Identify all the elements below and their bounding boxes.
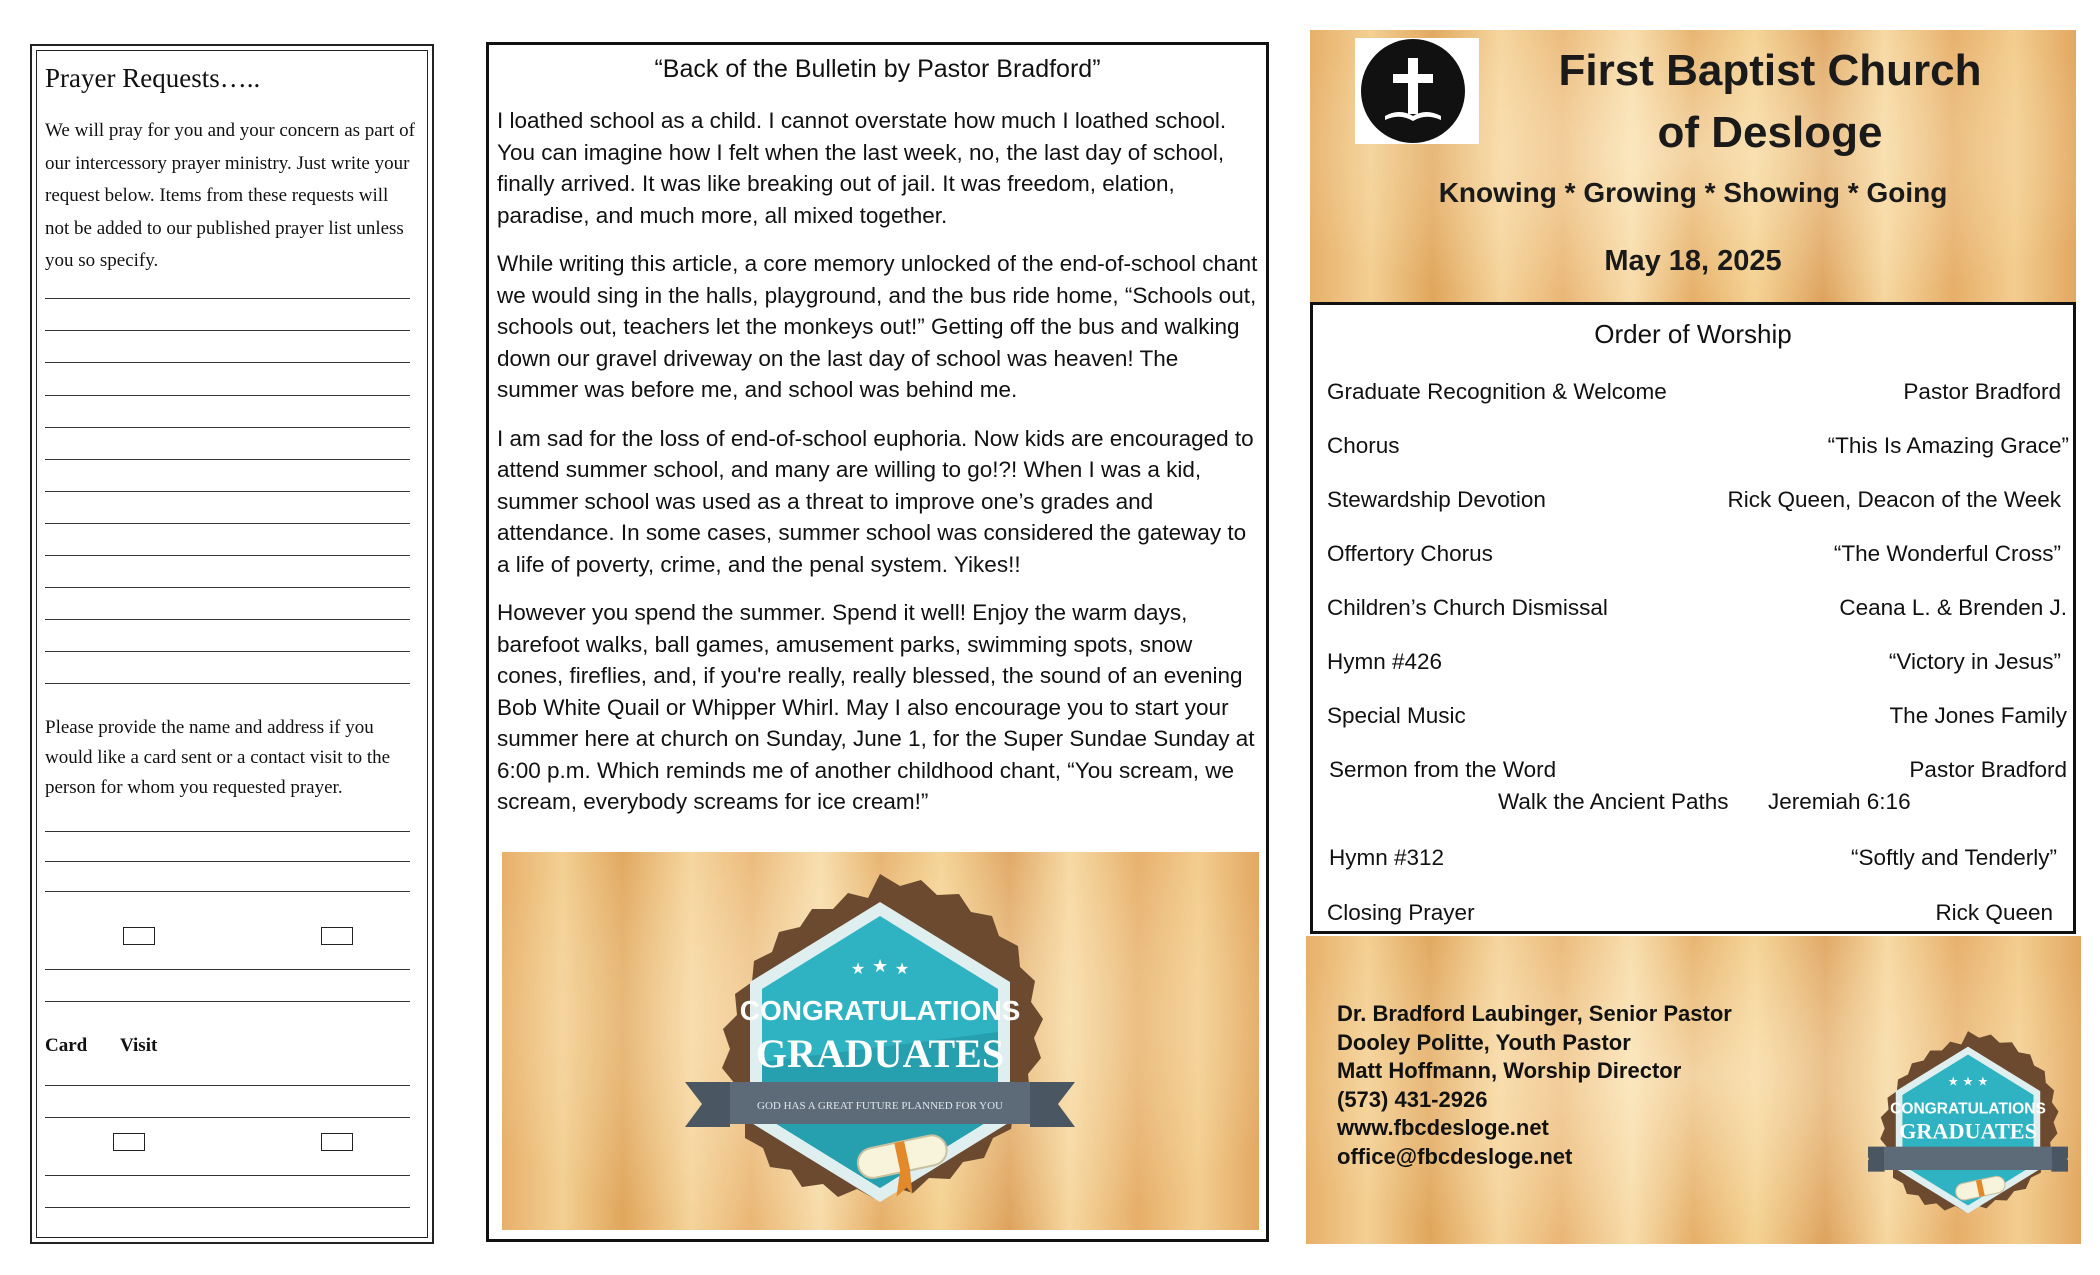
contact-write-line[interactable]: [45, 969, 410, 970]
star-icon: ★: [894, 959, 910, 978]
prayer-request-inner-border: [36, 50, 428, 1238]
worship-item-leader: Ceana L. & Brenden J.: [1839, 595, 2067, 620]
request-write-line[interactable]: [45, 459, 410, 460]
visit-checkbox[interactable]: [321, 927, 353, 945]
church-phone[interactable]: (573) 431-2926: [1337, 1086, 1488, 1112]
contact-write-line[interactable]: [45, 1085, 410, 1086]
church-name-line1: First Baptist Church: [1558, 46, 1982, 95]
church-email[interactable]: office@fbcdesloge.net: [1337, 1143, 1573, 1169]
contact-write-line[interactable]: [45, 891, 410, 892]
contact-write-line[interactable]: [45, 1001, 410, 1002]
request-write-line[interactable]: [45, 491, 410, 492]
prayer-requests-intro: We will pray for you and your concern as part of our intercessory prayer ministry. Just write your request below. Items from these requests will not be added to our published prayer list unless you so specify.: [45, 120, 415, 271]
request-write-line[interactable]: [45, 362, 410, 363]
staff-contact-info: [1337, 1000, 1732, 1171]
article-body: [497, 105, 1262, 835]
church-name: [1490, 40, 2050, 164]
worship-item-leader: Pastor Bradford: [1903, 379, 2061, 404]
contact-instructions: Please provide the name and address if you would like a card sent or a contact visit to the person for whom you requested prayer.: [45, 717, 391, 798]
order-of-worship-title: Order of Worship: [1594, 319, 1792, 349]
article-paragraph: I am sad for the loss of end-of-school euphoria. Now kids are encouraged to attend summer school, and many are willing to go!?! When I was a kid, summer school was used as a threat to improve one’s grades and attendance. In some cases, summer school was considered the gateway to a life of poverty, crime, and the penal system. Yikes!!: [497, 425, 1254, 577]
contact-write-line[interactable]: [45, 861, 410, 862]
request-write-line[interactable]: [45, 587, 410, 588]
prayer-requests-title: Prayer Requests…..: [45, 63, 261, 93]
staff-senior-pastor: Dr. Bradford Laubinger, Senior Pastor: [1337, 1001, 1732, 1026]
church-name-line2: of Desloge: [1657, 108, 1883, 157]
worship-item-leader: Rick Queen: [1935, 900, 2053, 925]
article-paragraph: However you spend the summer. Spend it well! Enjoy the warm days, barefoot walks, ball games, amusement parks, swimming spots, snow cones, fireflies, and, if you're really, really blessed, the sound of an evening Bob White Quail or Whipper Whirl. May I also encourage you to start your summer here at church on Sunday, June 1, for the Super Sundae Sunday at 6:00 p.m. Which reminds me of another childhood chant, “You scream, we scream, everybody screams for ice cream!”: [497, 600, 1255, 814]
church-website[interactable]: www.fbcdesloge.net: [1337, 1115, 1549, 1140]
card-label: Card: [45, 1035, 88, 1056]
sermon-scripture: Jeremiah 6:16: [1768, 789, 1911, 814]
worship-item-leader: “Softly and Tenderly”: [1851, 845, 2057, 870]
star-icon: ★: [850, 959, 866, 978]
visit-label: Visit: [120, 1035, 158, 1056]
article-panel: [486, 42, 1269, 1242]
request-write-line[interactable]: [45, 555, 410, 556]
star-icon: ★ ★ ★: [1947, 1074, 1989, 1089]
prayer-request-panel: [30, 44, 434, 1244]
contact-write-line[interactable]: [45, 1175, 410, 1176]
worship-item-leader: Pastor Bradford: [1909, 757, 2067, 782]
worship-item-name: Special Music: [1327, 703, 1466, 728]
article-title: “Back of the Bulletin by Pastor Bradford”: [654, 55, 1101, 83]
worship-item-name: Graduate Recognition & Welcome: [1327, 379, 1667, 404]
worship-item-leader: The Jones Family: [1889, 703, 2067, 728]
request-write-line[interactable]: [45, 330, 410, 331]
article-paragraph: I loathed school as a child. I cannot overstate how much I loathed school. You can imagine how I felt when the last week, no, the last day of school, finally arrived. It was like breaking out of jail. It was freedom, elation, paradise, and much more, all mixed together.: [497, 108, 1227, 228]
request-write-line[interactable]: [45, 683, 410, 684]
bulletin-date: May 18, 2025: [1604, 245, 1782, 277]
worship-item-name: Sermon from the Word: [1329, 757, 1557, 782]
contact-write-line[interactable]: [45, 1117, 410, 1118]
request-write-line[interactable]: [45, 395, 410, 396]
worship-item-name: Closing Prayer: [1327, 900, 1475, 925]
church-tagline: Knowing * Growing * Showing * Going: [1438, 177, 1948, 208]
contact-write-line[interactable]: [45, 831, 410, 832]
congratulations-graduates-banner: [502, 852, 1259, 1230]
cross-bible-icon: [1355, 38, 1479, 144]
badge-ribbon-text: GOD HAS A GREAT FUTURE PLANNED FOR YOU: [757, 1100, 1003, 1112]
small-badge-graduates-text: GRADUATES: [1899, 1118, 2037, 1144]
worship-item-leader: “The Wonderful Cross”: [1833, 541, 2061, 566]
contact-write-line[interactable]: [45, 1207, 410, 1208]
staff-youth-pastor: Dooley Politte, Youth Pastor: [1337, 1029, 1631, 1055]
request-write-line[interactable]: [45, 523, 410, 524]
badge-graduates-text: GRADUATES: [755, 1031, 1005, 1076]
order-of-worship: [1310, 302, 2076, 934]
star-icon: ★: [871, 956, 889, 977]
worship-item-name: Hymn #426: [1327, 649, 1443, 674]
staff-worship-director: Matt Hoffmann, Worship Director: [1337, 1058, 1682, 1083]
visit-checkbox[interactable]: [321, 1133, 353, 1151]
card-checkbox[interactable]: [113, 1133, 145, 1151]
request-write-line[interactable]: [45, 298, 410, 299]
sermon-title: Walk the Ancient Paths: [1498, 789, 1729, 814]
request-write-line[interactable]: [45, 619, 410, 620]
small-badge-congratulations-text: CONGRATULATIONS: [1890, 1100, 2046, 1118]
church-logo: [1355, 38, 1479, 144]
article-paragraph: While writing this article, a core memory unlocked of the end-of-school chant we would sing in the halls, playground, and the bus ride home, “Schools out, schools out, teachers let the monkeys out!” Getting off the bus and walking down our gravel driveway on the last day of school was heaven! The summer was before me, and school was behind me.: [497, 251, 1258, 402]
worship-item-name: Stewardship Devotion: [1327, 487, 1546, 512]
worship-item-name: Hymn #312: [1329, 845, 1445, 870]
card-checkbox[interactable]: [123, 927, 155, 945]
worship-item-leader: “This Is Amazing Grace”: [1827, 433, 2069, 458]
worship-item-leader: Rick Queen, Deacon of the Week: [1727, 487, 2061, 512]
worship-item-name: Children’s Church Dismissal: [1327, 595, 1608, 620]
worship-item-leader: “Victory in Jesus”: [1888, 649, 2061, 674]
small-graduates-badge: [1868, 1030, 2068, 1230]
request-write-line[interactable]: [45, 427, 410, 428]
badge-congratulations-text: CONGRATULATIONS: [739, 995, 1021, 1026]
request-write-line[interactable]: [45, 651, 410, 652]
worship-item-name: Offertory Chorus: [1327, 541, 1493, 566]
worship-item-name: Chorus: [1327, 433, 1400, 458]
